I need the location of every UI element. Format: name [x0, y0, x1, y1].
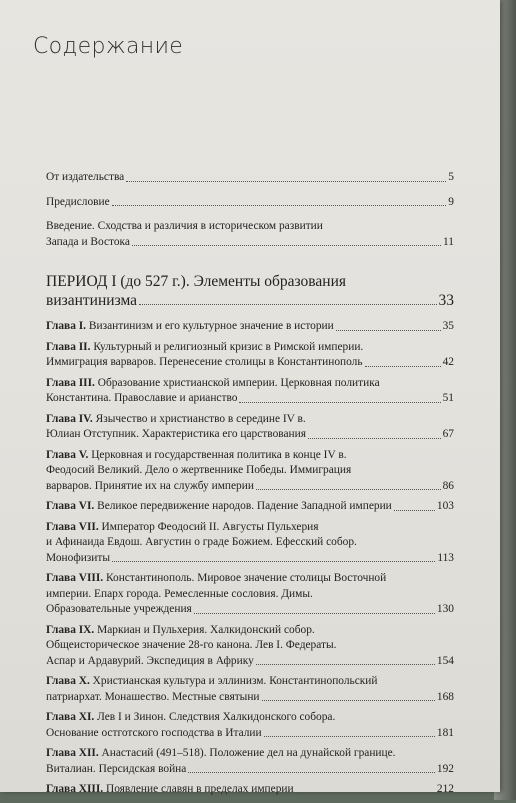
entry-title-text: Великое передвижение народов. Падение Западной империи	[94, 500, 392, 512]
entry-text	[46, 747, 396, 759]
dot-leader	[256, 489, 441, 490]
page-number: 192	[436, 762, 454, 775]
toc-entry[interactable]	[46, 710, 454, 741]
entry-text	[46, 499, 392, 515]
page-number: 154	[436, 654, 454, 667]
entry-title-text: Запада и Востока	[46, 235, 130, 248]
entry-text	[46, 782, 294, 798]
toc-entry[interactable]	[46, 340, 454, 371]
chapter-number: Глава III.	[46, 376, 95, 389]
chapter-list	[46, 319, 454, 798]
page-number: 103	[436, 500, 454, 512]
page-number: 212	[436, 783, 454, 795]
entry-last-line	[46, 291, 454, 310]
entry-title-text: Культурный и религиозный кризис в Римской империи.	[90, 340, 364, 353]
dot-leader	[365, 366, 441, 367]
entry-line	[46, 623, 454, 639]
dot-leader	[239, 402, 440, 403]
entry-title-text: Анастасий (491–518). Положение дел на дунайской границе.	[98, 747, 396, 759]
entry-text	[46, 479, 254, 495]
page-number: 33	[438, 292, 454, 309]
dot-leader	[112, 205, 447, 206]
toc-entry[interactable]	[46, 499, 454, 515]
entry-title-text: ПЕРИОД I (до 527 г.). Элементы образования	[46, 273, 347, 290]
toc-entry[interactable]	[46, 448, 454, 495]
chapter-number: Глава VI.	[46, 500, 95, 512]
entry-line	[46, 340, 454, 356]
dot-leader	[188, 772, 435, 773]
entry-text	[46, 341, 363, 353]
dot-leader	[308, 438, 441, 439]
toc-entry[interactable]	[46, 746, 454, 777]
entry-text	[46, 639, 336, 651]
entry-title-text: Император Феодосий II. Августы Пульхерия	[98, 520, 319, 533]
page-number: 113	[437, 551, 454, 564]
dot-leader	[262, 700, 435, 701]
dot-leader	[194, 613, 435, 614]
page-number: 67	[442, 428, 454, 440]
entry-last-line	[46, 170, 454, 186]
dot-leader	[264, 736, 435, 737]
chapter-number: Глава VII.	[46, 520, 99, 533]
entry-text	[46, 464, 351, 476]
entry-title-text: Общеисторическое значение 28-го канона. Лев I. Федераты.	[46, 639, 337, 651]
entry-title-text: Введение. Сходства и различия в историческом развитии	[46, 220, 323, 232]
entry-line	[46, 272, 454, 291]
entry-text	[46, 170, 124, 186]
entry-last-line	[46, 551, 454, 567]
entry-text	[46, 521, 319, 533]
entry-title-text: Юлиан Отступник. Характеристика его царствования	[46, 428, 306, 440]
dot-leader	[139, 304, 436, 305]
entry-title-text: патриархат. Монашество. Местные святыни	[46, 690, 260, 703]
toc-entry[interactable]	[46, 782, 454, 798]
entry-line	[46, 376, 454, 392]
entry-last-line	[46, 726, 454, 742]
toc-entry[interactable]	[46, 170, 454, 186]
dot-leader	[112, 561, 435, 562]
entry-title-text: Монофизиты	[46, 551, 111, 564]
entry-title-text: Предисловие	[46, 195, 110, 208]
entry-last-line	[46, 690, 454, 706]
entry-title-text: Константина. Православие и арианство	[46, 392, 238, 404]
dot-leader	[296, 793, 435, 794]
entry-last-line	[46, 602, 454, 618]
entry-text	[46, 291, 137, 310]
entry-title-text: Виталиан. Персидская война	[46, 762, 187, 775]
entry-last-line	[46, 235, 454, 251]
entry-title-text: империи. Епарх города. Ремесленные сословия. Димы.	[46, 587, 313, 600]
entry-line	[46, 535, 454, 551]
toc-entry[interactable]	[46, 376, 454, 407]
page-number: 168	[436, 690, 454, 703]
entry-line	[46, 463, 454, 479]
page-title: Содержание	[33, 34, 184, 59]
page-number: 42	[442, 356, 454, 368]
entry-line	[46, 520, 454, 536]
dot-leader	[126, 181, 446, 182]
entry-text	[46, 551, 110, 567]
entry-text	[46, 235, 130, 251]
entry-text	[46, 355, 363, 371]
entry-text	[46, 319, 334, 335]
dot-leader	[336, 330, 441, 331]
entry-last-line	[46, 427, 454, 443]
entry-title-text: византинизма	[46, 292, 138, 309]
entry-title-text: От издательства	[46, 171, 125, 183]
entry-line	[46, 219, 454, 235]
entry-line	[46, 674, 454, 690]
entry-title-text: Константинополь. Мировое значение столицы Восточной	[103, 572, 387, 584]
entry-last-line	[46, 762, 454, 778]
entry-last-line	[46, 499, 454, 515]
entry-text	[46, 726, 262, 742]
entry-text	[46, 711, 335, 723]
chapter-number: Глава XI.	[46, 711, 95, 723]
chapter-number: Глава XIII.	[46, 783, 104, 795]
entry-title-text: Аспар и Ардавурий. Экспедиция в Африку	[46, 654, 254, 667]
entry-text	[46, 220, 323, 232]
page-number: 130	[436, 603, 454, 615]
dot-leader	[132, 245, 441, 246]
entry-title-text: Лев I и Зинон. Следствия Халкидонского собора.	[94, 711, 336, 723]
entry-title-text: варваров. Принятие их на службу империи	[46, 479, 254, 492]
toc-entry[interactable]	[46, 412, 454, 443]
entry-text	[46, 413, 306, 425]
chapter-number: Глава XII.	[46, 747, 99, 759]
entry-title-text: и Афинаида Евдош. Августин о граде Божием. Ефесский собор.	[46, 536, 357, 548]
page-number: 5	[448, 171, 454, 183]
entry-title-text: Феодосий Великий. Дело о жертвеннике Победы. Иммиграция	[46, 464, 352, 476]
dot-leader	[394, 510, 435, 511]
entry-line	[46, 710, 454, 726]
entry-text	[46, 391, 237, 407]
entry-text	[46, 675, 378, 687]
entry-line	[46, 448, 454, 464]
entry-title-text: Язычество и христианство в середине IV в.	[92, 412, 306, 425]
entry-title-text: Образовательные учреждения	[46, 603, 192, 615]
entry-title-text: Основание остготского господства в Италии	[46, 726, 262, 739]
toc-entry[interactable]	[46, 219, 454, 250]
entry-title-text: Образование христианской империи. Церковная политика	[94, 376, 380, 389]
dot-leader	[256, 664, 435, 665]
page-number: 51	[442, 392, 454, 404]
entry-title-text: Появление славян в пределах империи	[103, 783, 294, 795]
entry-text	[46, 572, 386, 584]
entry-last-line	[46, 355, 454, 371]
toc-entry[interactable]	[46, 195, 454, 211]
entry-text	[46, 536, 357, 548]
toc-entry[interactable]	[46, 520, 454, 567]
entry-last-line	[46, 195, 454, 211]
chapter-number: Глава X.	[46, 675, 90, 687]
entry-title-text: Церковная и государственная политика в конце IV в.	[88, 448, 347, 461]
entry-text	[46, 377, 380, 389]
entry-title-text: Византинизм и его культурное значение в истории	[86, 320, 334, 332]
page-number: 35	[442, 320, 454, 332]
page-number: 181	[436, 726, 454, 739]
page-number: 11	[443, 235, 454, 248]
table-of-contents	[46, 170, 454, 803]
chapter-number: Глава II.	[46, 340, 91, 353]
entry-text	[46, 762, 186, 778]
entry-last-line	[46, 319, 454, 335]
entry-line	[46, 571, 454, 587]
toc-entry[interactable]	[46, 319, 454, 335]
toc-entry[interactable]	[46, 623, 454, 670]
entry-line	[46, 412, 454, 428]
toc-entry[interactable]	[46, 571, 454, 618]
entry-last-line	[46, 782, 454, 798]
page-number: 86	[442, 479, 454, 492]
entry-last-line	[46, 479, 454, 495]
entry-text	[46, 690, 260, 706]
chapter-number: Глава V.	[46, 448, 89, 461]
front-matter-list	[46, 170, 454, 250]
entry-title-text: Христианская культура и эллинизм. Константинопольский	[89, 675, 378, 687]
entry-line	[46, 638, 454, 654]
entry-line	[46, 587, 454, 603]
entry-text	[46, 195, 110, 211]
entry-last-line	[46, 391, 454, 407]
entry-title-text: Иммиграция варваров. Перенесение столицы в Константинополь	[46, 356, 363, 368]
chapter-number: Глава IV.	[46, 412, 93, 425]
entry-title-text: Маркиан и Пульхерия. Халкидонский собор.	[94, 623, 315, 636]
entry-text	[46, 602, 192, 618]
entry-last-line	[46, 654, 454, 670]
chapter-number: Глава VIII.	[46, 572, 104, 584]
entry-text	[46, 588, 313, 600]
entry-text	[46, 624, 315, 636]
page-number: 9	[448, 195, 454, 208]
chapter-number: Глава IX.	[46, 623, 95, 636]
entry-text	[46, 449, 347, 461]
toc-entry[interactable]	[46, 674, 454, 705]
chapter-number: Глава I.	[46, 320, 87, 332]
entry-text	[46, 654, 254, 670]
entry-text	[46, 427, 306, 443]
period-heading	[46, 272, 454, 310]
entry-text	[46, 273, 346, 290]
entry-line	[46, 746, 454, 762]
